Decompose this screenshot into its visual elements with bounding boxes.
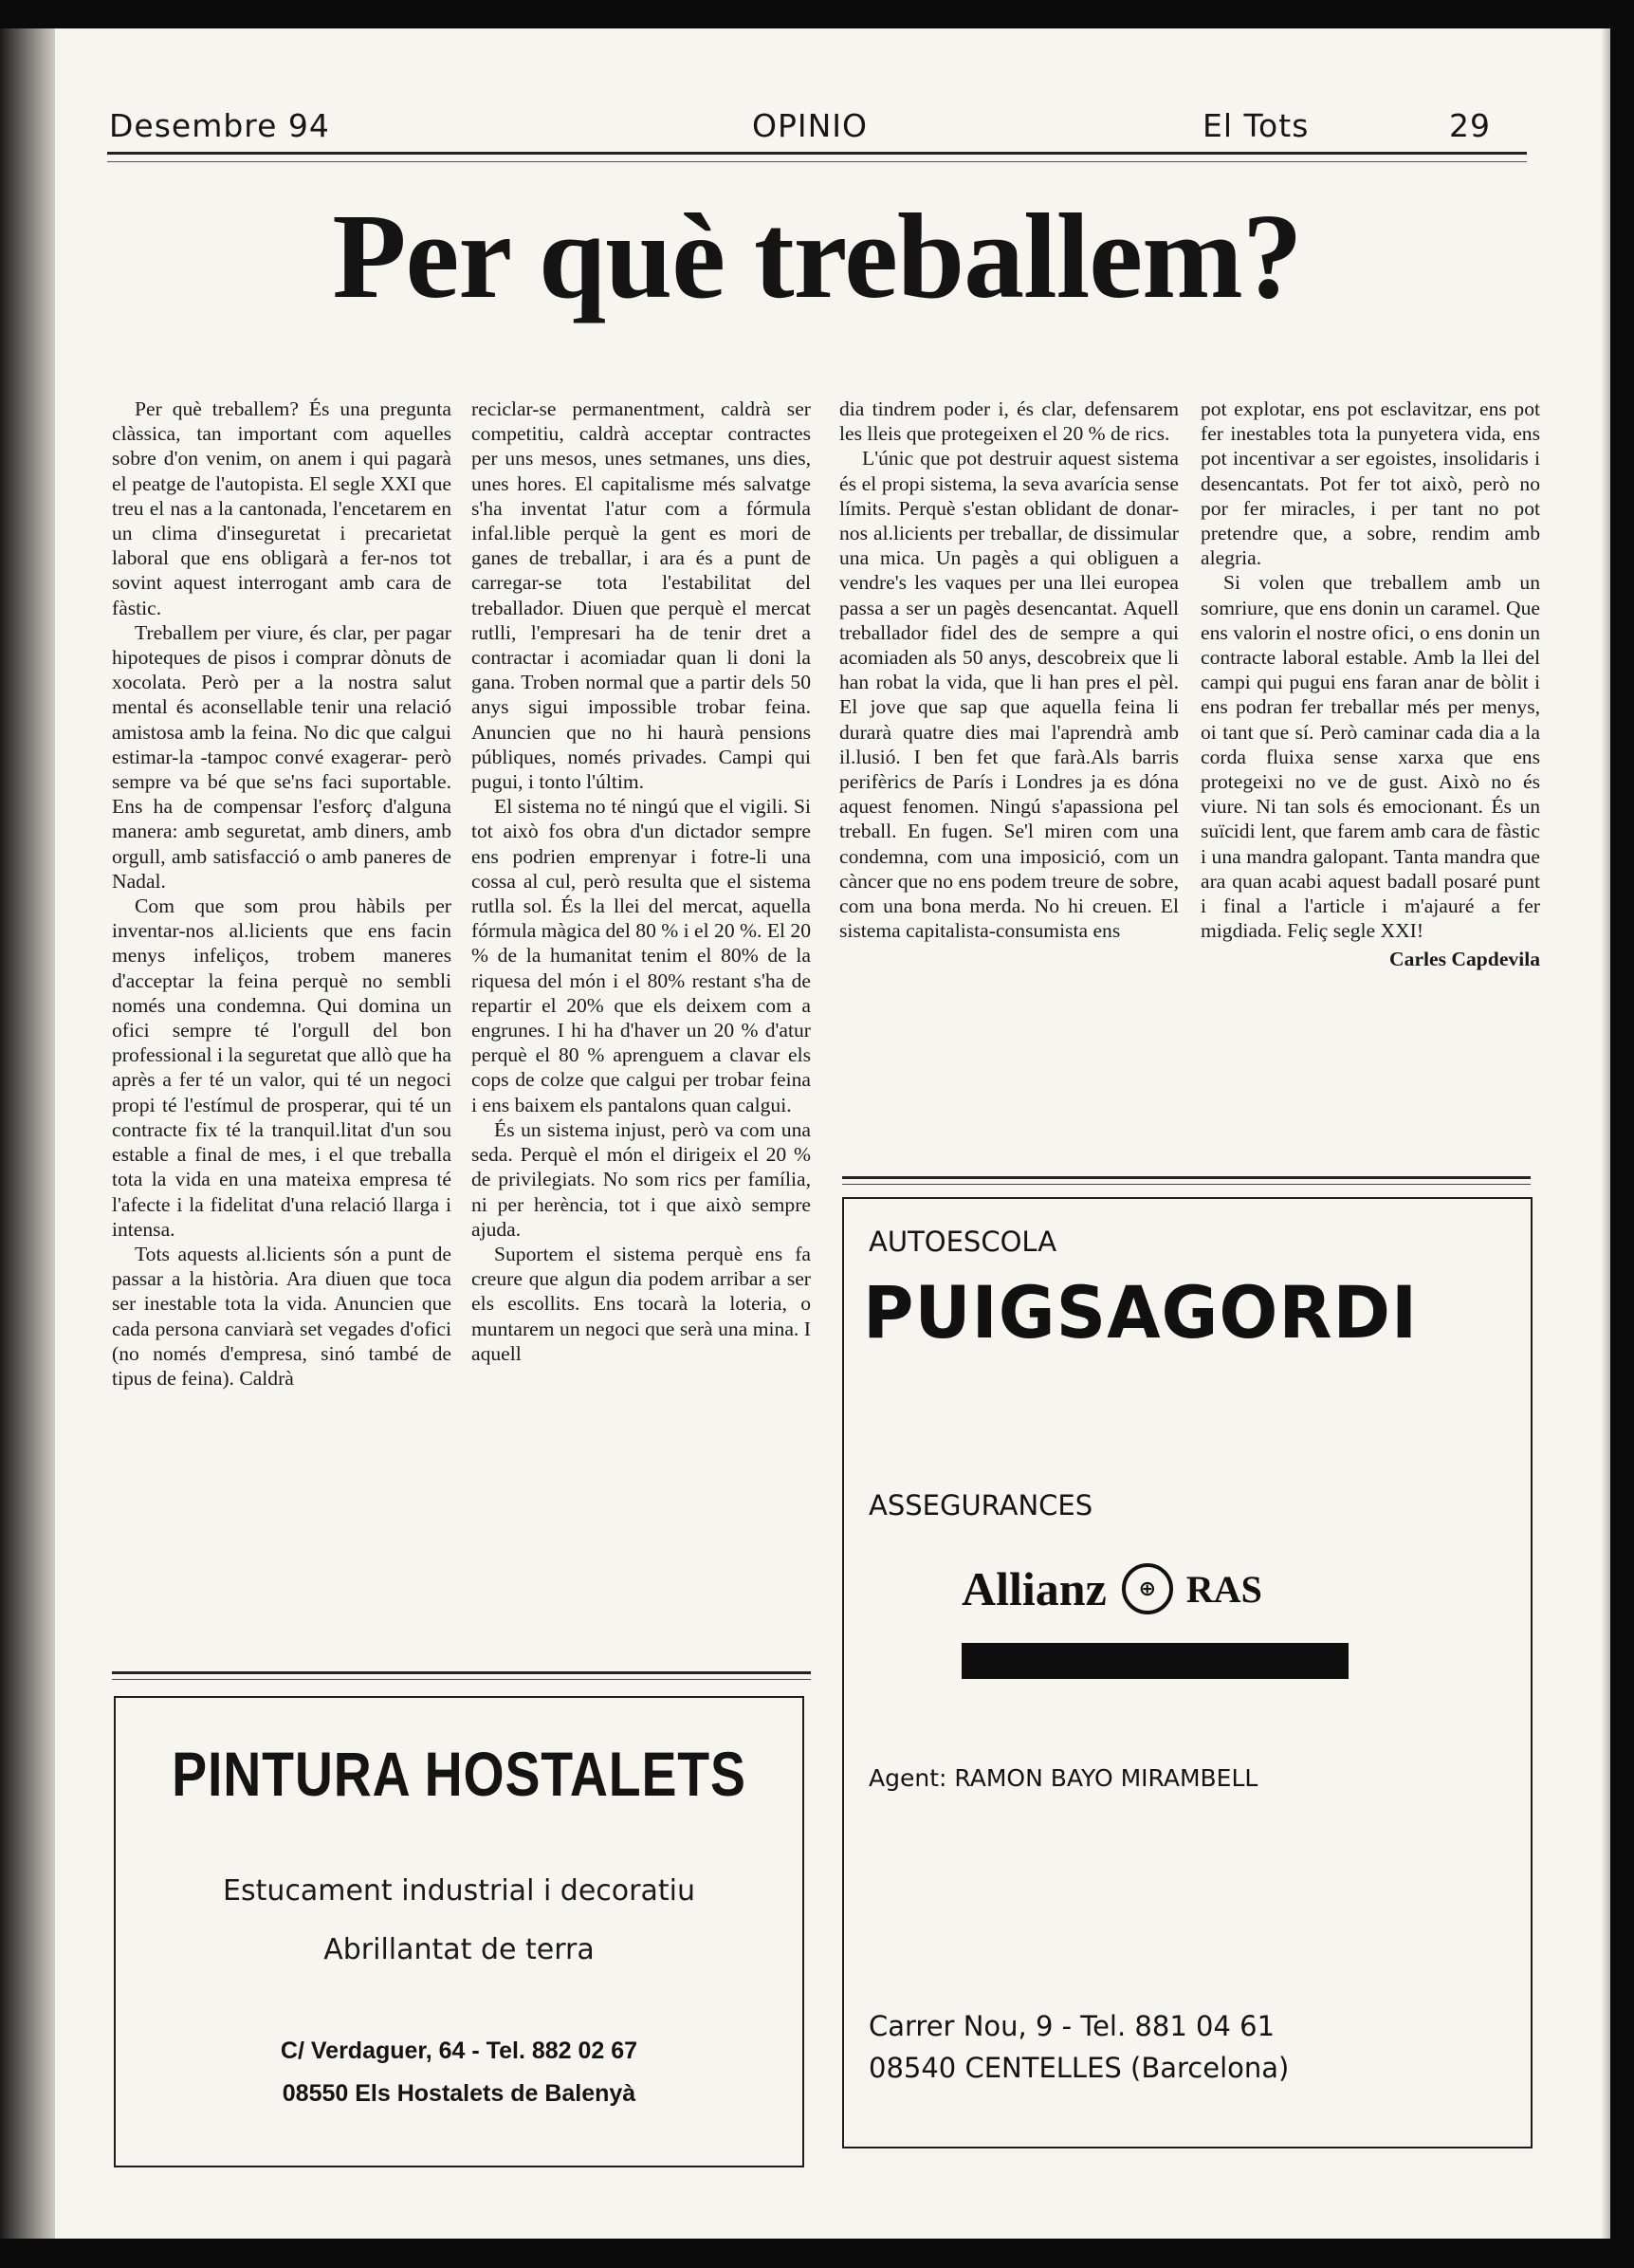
section-rule-thin (112, 1679, 811, 1680)
article-column-1 (112, 396, 451, 1391)
page-header (107, 107, 1527, 151)
paragraph: dia tindrem poder i, és clar, defensarem les lleis que protegeixen el 20 % de rics. (839, 397, 1179, 446)
article-column-2 (471, 396, 811, 1366)
paragraph: Per què treballem? És una pregunta clàssica, tan important com aquelles sobre d'on venim, on anem i qui pagarà el peatge de l'autopista. El segle XXI que treu el nas a la cantonada, l'encetarem en un clima d'inseguretat i precarietat laboral que ens obligarà a fer-nos tot sovint aquest interrogant amb cara de fàstic. (112, 397, 451, 619)
ad-rule (842, 1176, 1531, 1179)
ad-service-line: Estucament industrial i decoratiu (222, 1874, 695, 1908)
section-name: OPINIO (752, 107, 868, 144)
article-column-3 (839, 396, 1179, 943)
eagle-seal-icon: ⊕ (1122, 1563, 1173, 1614)
ad-brand-name: PUIGSAGORDI (863, 1270, 1419, 1355)
partner-logo: RAS (1185, 1567, 1262, 1611)
ad-address: Carrer Nou, 9 - Tel. 881 04 61 (869, 2010, 1276, 2042)
paragraph: Com que som prou hàbils per inventar-nos al.licients que ens facin menys infeliços, trobem maneres d'acceptar la feina perquè no sembli només una condemna. Qui domina un ofici sempre té l'orgull del bon professional i la seguretat que allò que ha après a fer té un valor, qui té un negoci propi té l'estímul de prosperar, qui té un contracte fix té la tranquil.litat d'un sou estable a final de mes, i el que treballa tota la vida en una mateixa empresa té l'afecte i la fidelitat d'una relació llarga i intensa. (112, 894, 451, 1241)
paragraph: El sistema no té ningú que el vigili. Si tot això fos obra d'un dictador sempre ens podrien emprenyar i fotre-li una cossa al cul, però resulta que el sistema rutlla sol. És la llei del mercat, aquella fórmula màgica del 80 % i el 20 %. El 20 % de la humanitat tenim el 80% de la riquesa del món i el 80% restant s'ha de repartir el 20% que els deixem com a engrunes. I hi ha d'haver un 20 % d'atur perquè el 80 % aprenguem a clavar els cops de colze que calgui per trobar feina i ens baixem els pantalons quan calgui. (471, 795, 811, 1116)
publication-name: El Tots (1203, 107, 1310, 144)
paragraph: Si volen que treballem amb un somriure, que ens donin un caramel. Que ens valorin el nostre ofici, o ens donin un contracte laboral estable. Amb la llei del campi qui pugui ens faran anar de bòlit i ens podran fer treballar més per menys, oi tant que sí. Però caminar cada dia a la corda fluixa sense xarxa que ens protegeixi no ve de gust. Això no és viure. Ni tan sols és emocionant. És un suïcidi lent, que farem amb cara de fàstic i una mandra galopant. Tanta mandra que ara quan acabi aquest badall posaré punt i final a l'article i m'ajauré a fer migdiada. Feliç segle XXI! (1201, 571, 1540, 943)
advertisement-pintura-hostalets (114, 1696, 804, 2167)
binding-spine (0, 28, 55, 2239)
header-rule-thin (107, 161, 1527, 162)
ad-address: C/ Verdaguer, 64 - Tel. 882 02 67 (280, 2038, 638, 2064)
insurer-logo (962, 1560, 1262, 1617)
insurer-name: Allianz (962, 1562, 1107, 1615)
paragraph: L'únic que pot destruir aquest sistema és el propi sistema, la seva avarícia sense límits. Perquè s'estan oblidant de donar-nos al.licients per treballar, de dissimular una mica. Un pagès a qui obliguen a vendre's les vaques per una llei europea passa a ser un pagès desencantat. Aquell treballador fidel des de sempre a qui acomiaden als 50 anys, descobreix que li han robat la vida, que li han pres el pèl. El jove que sap que aquella feina li durarà quatre dies mai l'aprendrà amb il.lusió. I ben fet que farà.Als barris perifèrics de París i Londres ja es dóna aquest fenomen. Ningú s'apassiona pel treball. En fugen. Se'l miren com una condemna, com una imposició, com un càncer que no ens podem treure de sobre, com una bona merda. No hi creuen. El sistema capitalista-consumista ens (839, 447, 1179, 943)
ad-brand-name: PINTURA HOSTALETS (172, 1739, 746, 1809)
ad-rule-thin (842, 1184, 1531, 1185)
paragraph: pot explotar, ens pot esclavitzar, ens pot fer inestables tota la punyetera vida, ens pot incentivar a ser egoistes, insolidaris i desencantats. Pot fer tot això, però no por fer miracles, i per tant no pot pretendre que, a sobre, rendim amb alegria. (1201, 397, 1540, 570)
paragraph: reciclar-se permanentment, caldrà ser competitiu, caldrà acceptar contractes per uns mesos, unes setmanes, uns dies, unes hores. El capitalisme més salvatge s'ha inventat l'atur com a fórmula infal.lible perquè la gent es mori de ganes de treballar, i ara és a punt de carregar-se tota l'estabilitat del treballador. Diuen que perquè el mercat rutlli, l'empresari ha de tenir dret a contractar i acomiadar quan li doni la gana. Troben normal que a partir dels 50 anys sigui impossible trobar feina. Anuncien que no hi haurà pensions públiques, només privades. Campi qui pugui, i tonto l'últim. (471, 397, 811, 794)
page-edge (1601, 28, 1610, 2239)
ad-address-city: 08540 CENTELLES (Barcelona) (869, 2052, 1290, 2084)
header-rule (107, 152, 1527, 155)
paragraph: És un sistema injust, però va com una seda. Perquè el món el dirigeix el 20 % de privilegiats. No som rics per família, ni per herència, tot i que això sempre ajuda. (471, 1117, 811, 1241)
black-bar (962, 1643, 1349, 1679)
ad-address-city: 08550 Els Hostalets de Balenyà (282, 2080, 636, 2107)
ad-category-label: ASSEGURANCES (869, 1489, 1093, 1521)
article-title: Per què treballem? (332, 189, 1302, 323)
paragraph: Suportem el sistema perquè ens fa creure que algun dia podem arribar a ser els escollits. Ens tocarà la loteria, o muntarem un negoci que serà una mina. I aquell (471, 1242, 811, 1365)
issue-date: Desembre 94 (109, 107, 330, 144)
page-number: 29 (1449, 107, 1491, 144)
ad-service-line: Abrillantat de terra (323, 1933, 595, 1966)
paragraph: Tots aquests al.licients són a punt de passar a la història. Ara diuen que toca ser inestable tota la vida. Anuncien que cada persona canviarà set vegades d'ofici (no només d'empresa, sinó també de tipus de feina). Caldrà (112, 1242, 451, 1390)
ad-agent: Agent: RAMON BAYO MIRAMBELL (869, 1764, 1258, 1792)
article-author: Carles Capdevila (1389, 948, 1540, 971)
section-rule (112, 1671, 811, 1674)
ad-category-label: AUTOESCOLA (869, 1226, 1057, 1258)
article-column-4 (1201, 396, 1540, 972)
advertisement-puigsagordi (842, 1197, 1533, 2148)
paragraph: Treballem per viure, és clar, per pagar hipoteques de pisos i comprar dònuts de xocolata. Però per a la nostra salut mental és aconsellable tenir una relació amistosa amb la feina. No dic que calgui estimar-la -tampoc convé exagerar- però sempre va bé que se'ns faci suportable. Ens ha de compensar l'esforç d'alguna manera: amb seguretat, amb diners, amb orgull, amb satisfacció o amb paneres de Nadal. (112, 620, 451, 893)
